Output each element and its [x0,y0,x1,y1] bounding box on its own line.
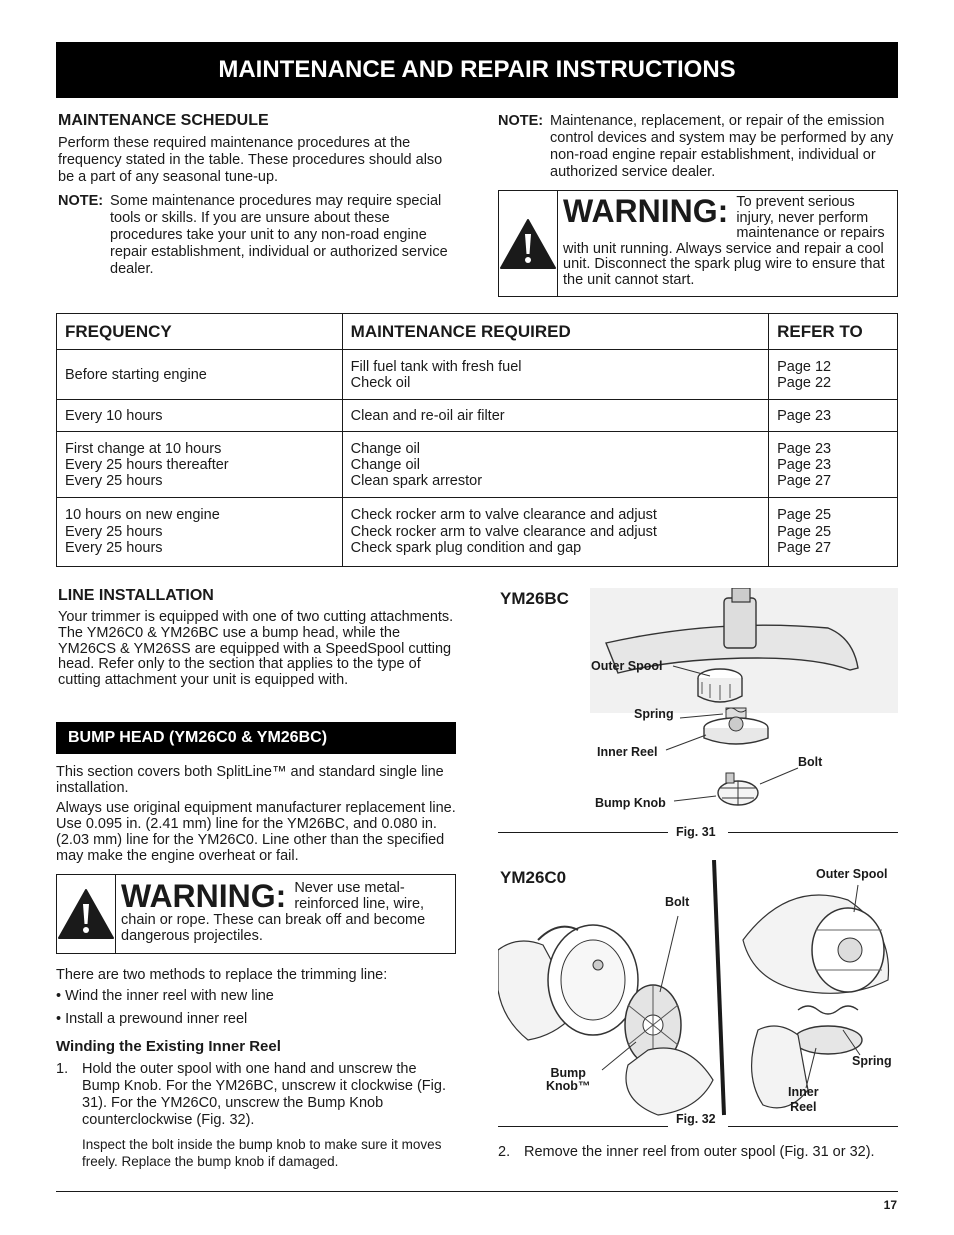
list-item: • Wind the inner reel with new line [56,988,274,1004]
warning-box-line [56,874,456,954]
footer-rule [56,1191,898,1192]
table-row [57,350,898,400]
table-header-row [57,314,898,350]
table-row [57,498,898,567]
fig31-rule-left [498,832,668,833]
warning-content [116,875,455,953]
label-outer-spool: Outer Spool [591,659,663,673]
table-cell: Page 25 Page 25 Page 27 [769,498,898,567]
maintenance-table [56,313,898,567]
label-bump-knob: Bump Knob [595,796,666,810]
schedule-note [58,193,450,278]
warning-box-service [498,190,898,297]
note-label: NOTE: [498,113,544,129]
table-cell: First change at 10 hours Every 25 hours thereafter Every 25 hours [57,432,343,498]
fig31-model-label: YM26BC [498,588,573,612]
table-cell: Before starting engine [57,350,343,400]
col-header-frequency: FREQUENCY [57,314,343,350]
warning-word: WARNING: [563,193,729,229]
col-header-maintenance: MAINTENANCE REQUIRED [342,314,768,350]
table-cell: Check rocker arm to valve clearance and adjust Check rocker arm to valve clearance and adjust Check spark plug condition and gap [342,498,768,567]
emission-note [498,113,900,181]
table-cell: Fill fuel tank with fresh fuel Check oil [342,350,768,400]
step-text: Hold the outer spool with one hand and unscrew the Bump Knob. For the YM26BC, unscrew it clockwise (Fig. 31). For the YM26C0, unscrew the Bump Knob counterclockwise (Fig. 32). [82,1061,446,1128]
step-2 [498,1144,900,1161]
fig32-model-label: YM26C0 [500,868,567,887]
methods-intro: There are two methods to replace the trimming line: [56,967,388,983]
fig32-rule-left [498,1126,668,1127]
table-row [57,432,898,498]
warning-content [558,191,897,296]
winding-heading: Winding the Existing Inner Reel [56,1038,281,1055]
step-1-note: Inspect the bolt inside the bump knob to make sure it moves freely. Replace the bump knob if damaged. [82,1137,442,1169]
label-inner-reel: Inner Reel [788,1085,819,1114]
list-item: • Install a prewound inner reel [56,1011,248,1027]
label-bolt: Bolt [665,895,690,909]
warning-text: Never use metal-reinforced line, wire, chain or rope. These can break off and become dangerous projectiles. [121,880,426,944]
figure-32 [498,860,898,1120]
table-cell: 10 hours on new engine Every 25 hours Every 25 hours [57,498,343,567]
step-number: 2. [498,1144,511,1160]
maintenance-schedule-heading: MAINTENANCE SCHEDULE [58,112,269,129]
bump-head-heading: BUMP HEAD (YM26C0 & YM26BC) [56,722,456,754]
label-spring: Spring [634,707,674,721]
table-row [57,400,898,432]
table-cell: Page 23 [769,400,898,432]
warning-word: WARNING: [121,878,287,914]
line-installation-text: Your trimmer is equipped with one of two cutting attachments. The YM26C0 & YM26BC use a bump head, while the YM26CS & YM26SS are equipped with a SpeedSpool cutting head. Refer only to the section that applies to the type of cutting attachment your unit is equipped with. [58,609,454,689]
table-cell: Clean and re-oil air filter [342,400,768,432]
warning-triangle-icon [57,875,116,953]
table-cell: Change oil Change oil Clean spark arrestor [342,432,768,498]
fig31-caption: Fig. 31 [676,825,716,839]
fig32-rule-right [728,1126,898,1127]
table-cell: Page 12 Page 22 [769,350,898,400]
col-header-refer: REFER TO [769,314,898,350]
line-installation-heading: LINE INSTALLATION [58,587,214,604]
label-inner-reel: Inner Reel [597,745,658,759]
label-outer-spool: Outer Spool [816,867,888,881]
bump-head-p2: Always use original equipment manufacturer replacement line. Use 0.095 in. (2.41 mm) line for the YM26BC, and 0.080 in. (2.03 mm) line for the YM26C0. Line other than the specified may make the engine overheat or fail. [56,800,456,864]
warning-triangle-icon [499,191,558,296]
figure-31 [498,588,898,838]
fig32-caption: Fig. 32 [676,1112,716,1126]
step-text: Remove the inner reel from outer spool (Fig. 31 or 32). [524,1144,875,1160]
label-bolt: Bolt [798,755,823,769]
schedule-intro: Perform these required maintenance procedures at the frequency stated in the table. These procedures should also be a part of any seasonal tune-up. [58,135,443,185]
table-cell: Page 23 Page 23 Page 27 [769,432,898,498]
note-label: NOTE: [58,193,104,209]
note-text: Maintenance, replacement, or repair of the emission control devices and system may be performed by any non-road engine repair establishment, individual or authorized service dealer. [550,113,894,180]
page-number: 17 [883,1198,897,1212]
fig31-rule-right [728,832,898,833]
warning-text: To prevent serious injury, never perform maintenance or repairs with unit running. Always service and repair a cool unit. Disconnect the spark plug wire to ensure that the unit cannot start. [563,194,885,288]
page-header: MAINTENANCE AND REPAIR INSTRUCTIONS [56,42,898,98]
table-cell: Every 10 hours [57,400,343,432]
step-number: 1. [56,1061,69,1077]
label-bump-knob: Bump Knob™ [546,1066,591,1093]
note-text: Some maintenance procedures may require special tools or skills. If you are unsure about these procedures take your unit to any non-road engine repair establishment, individual or authorized service dealer. [110,193,448,277]
step-1 [56,1061,456,1129]
trimmer-head-exploded-illustration [498,588,898,838]
label-spring: Spring [852,1054,892,1068]
bump-head-p1: This section covers both SplitLine™ and standard single line installation. [56,764,444,796]
